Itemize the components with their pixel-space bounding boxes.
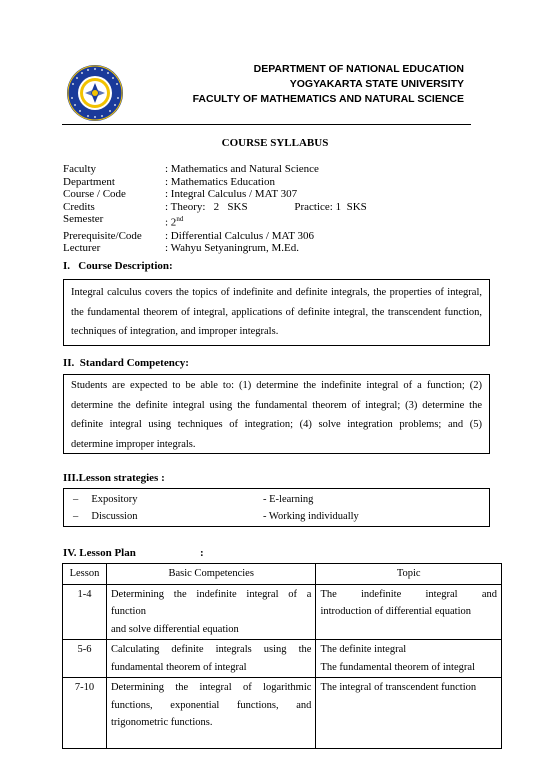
info-value: : Integral Calculus / MAT 307: [165, 188, 298, 201]
description-box: Integral calculus covers the topics of indefinite and definite integrals, the properties of integral, the fundamental theorem of integral, applications of definite integral, the transcendent function, techniques of integration, and improper integrals.: [63, 279, 490, 346]
lesson-cell: 1-4: [63, 584, 107, 640]
header-divider: [62, 124, 471, 125]
info-row-prerequisite: [63, 230, 465, 243]
table-row: [63, 678, 502, 749]
competency-cell: [106, 640, 315, 678]
competency-cell: [106, 678, 315, 749]
info-value: : Mathematics and Natural Science: [165, 163, 319, 175]
column-header-competencies: Basic Competencies: [106, 564, 315, 585]
cell-line: introduction of differential equation: [320, 606, 471, 617]
info-value: : Wahyu Setyaningrum, M.Ed.: [165, 242, 299, 255]
header-line-faculty: FACULTY OF MATHEMATICS AND NATURAL SCIENCE: [192, 93, 464, 105]
cell-line: and solve differential equation: [110, 623, 239, 635]
cell-line: trigonometric functions.: [110, 717, 213, 728]
cell-line: The definite integral: [320, 644, 407, 655]
cell-line: functions, exponential functions, and: [110, 699, 312, 711]
info-value: : Theory: 2 SKS Practice: 1 SKS: [165, 200, 367, 213]
strategy-item: - Working individually: [263, 511, 359, 522]
column-header-topic: Topic: [316, 564, 502, 585]
header-line-university: YOGYAKARTA STATE UNIVERSITY: [289, 78, 464, 90]
university-logo: [66, 64, 124, 122]
topic-cell: [316, 640, 502, 678]
section-heading-strategies: III.Lesson strategies :: [63, 472, 165, 484]
info-row-semester: [63, 213, 465, 229]
table-row: [63, 584, 502, 640]
strategy-item: - E-learning: [263, 494, 314, 505]
lesson-plan-table: [62, 563, 502, 749]
section-heading-plan-colon: :: [200, 547, 204, 559]
info-row-course-code: [63, 188, 465, 201]
topic-cell: [316, 678, 502, 749]
cell-line: Calculating definite integrals using the: [110, 644, 312, 655]
info-value-superscript: nd: [176, 215, 184, 224]
cell-line: The fundamental theorem of integral: [320, 661, 475, 673]
header-line-department: DEPARTMENT OF NATIONAL EDUCATION: [253, 63, 464, 75]
info-key: Prerequisite/Code: [63, 229, 142, 242]
table-row: [63, 640, 502, 678]
section-heading-description: I. Course Description:: [63, 260, 173, 272]
info-row-department: [63, 176, 465, 189]
topic-cell: [316, 584, 502, 640]
cell-line: Determining the integral of logarithmic: [110, 682, 312, 693]
info-value: : Mathematics Education: [165, 175, 275, 188]
cell-line: The indefinite integral and: [320, 588, 497, 600]
info-key: Faculty: [63, 163, 96, 175]
cell-line: Determining the indefinite integral of a function: [110, 588, 312, 617]
column-header-lesson: Lesson: [63, 564, 107, 585]
document-title: COURSE SYLLABUS: [221, 137, 329, 149]
strategy-item: – Discussion: [73, 511, 138, 522]
info-key: Credits: [63, 200, 95, 213]
info-row-lecturer: [63, 242, 465, 255]
course-info: [63, 163, 465, 255]
info-key: Lecturer: [63, 242, 101, 255]
strategy-row: [71, 491, 482, 508]
lesson-cell: 7-10: [63, 678, 107, 749]
strategies-box: [63, 488, 490, 527]
section-heading-competency: II. Standard Competency:: [63, 357, 189, 369]
info-value: : Differential Calculus / MAT 306: [165, 229, 314, 242]
lesson-cell: 5-6: [63, 640, 107, 678]
info-value-wrap: [165, 213, 465, 229]
cell-line: The integral of transcendent function: [320, 682, 477, 693]
info-value: : 2: [165, 217, 177, 230]
info-key: Department: [63, 175, 115, 188]
info-row-faculty: [63, 163, 465, 176]
cell-line: fundamental theorem of integral: [110, 661, 247, 673]
info-row-credits: [63, 201, 465, 214]
info-key: Course / Code: [63, 188, 126, 201]
competency-box: Students are expected to be able to: (1) determine the indefinite integral of a function; (2) determine the definite integral using the fundamental theorem of integral; (3) determine the definite integral using techniques of integration; (4) solve integration problems; and (5) determine improper integrals.: [63, 374, 490, 454]
strategy-item: – Expository: [73, 494, 138, 505]
info-key: Semester: [63, 213, 104, 226]
strategy-row: [71, 508, 482, 525]
competency-cell: [106, 584, 315, 640]
table-header-row: [63, 564, 502, 585]
section-heading-plan: IV. Lesson Plan: [63, 547, 136, 559]
